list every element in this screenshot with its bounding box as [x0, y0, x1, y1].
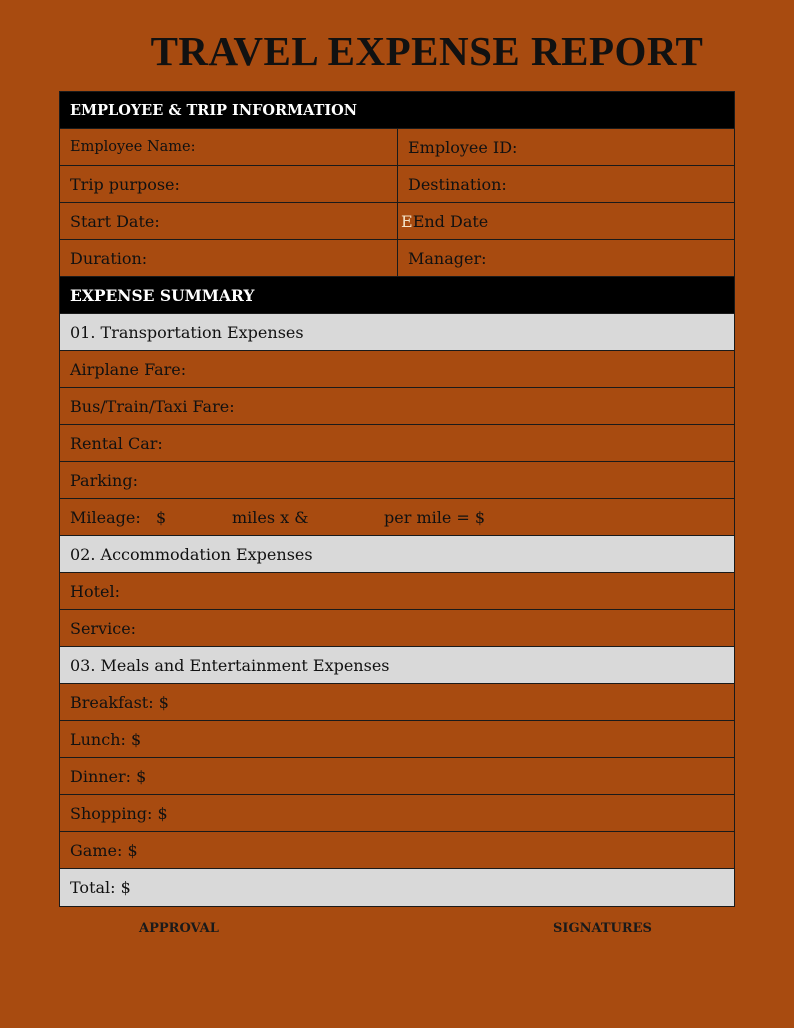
mileage-dollar: $ — [156, 507, 167, 527]
mileage-per-mile: per mile = $ — [384, 507, 486, 527]
end-date-field[interactable] — [398, 203, 734, 239]
breakfast-field[interactable]: Breakfast: $ — [60, 684, 734, 721]
duration-field[interactable]: Duration: — [60, 240, 398, 276]
trip-purpose-field[interactable]: Trip purpose: — [60, 166, 398, 202]
manager-field[interactable]: Manager: — [408, 248, 487, 268]
employee-row — [60, 129, 734, 166]
duration-row — [60, 240, 734, 277]
accommodation-heading: 02. Accommodation Expenses — [60, 536, 734, 573]
bus-train-taxi-fare-field[interactable]: Bus/Train/Taxi Fare: — [60, 388, 734, 425]
trip-row — [60, 166, 734, 203]
dinner-field[interactable]: Dinner: $ — [60, 758, 734, 795]
lunch-field[interactable]: Lunch: $ — [60, 721, 734, 758]
airplane-fare-field[interactable]: Airplane Fare: — [60, 351, 734, 388]
signatures-label: SIGNATURES — [553, 921, 652, 936]
approval-label: APPROVAL — [139, 921, 219, 936]
total-field[interactable]: Total: $ — [60, 869, 734, 906]
game-field[interactable]: Game: $ — [60, 832, 734, 869]
rental-car-field[interactable]: Rental Car: — [60, 425, 734, 462]
expense-summary-header: EXPENSE SUMMARY — [60, 277, 734, 314]
expense-form — [59, 91, 735, 907]
mileage-miles: miles x & — [232, 507, 309, 527]
mileage-field[interactable] — [60, 499, 734, 536]
dates-row — [60, 203, 734, 240]
employee-section-header: EMPLOYEE & TRIP INFORMATION — [60, 92, 734, 129]
meals-heading: 03. Meals and Entertainment Expenses — [60, 647, 734, 684]
hotel-field[interactable]: Hotel: — [60, 573, 734, 610]
mileage-label: Mileage: — [70, 507, 141, 527]
service-field[interactable]: Service: — [60, 610, 734, 647]
start-date-field[interactable]: Start Date: — [60, 203, 398, 239]
employee-name-field[interactable]: Employee Name: — [60, 129, 398, 165]
parking-field[interactable]: Parking: — [60, 462, 734, 499]
end-date-stray-letter: E — [401, 211, 413, 231]
employee-id-field[interactable]: Employee ID: — [408, 137, 518, 157]
page-title: TRAVEL EXPENSE REPORT — [150, 28, 704, 74]
transportation-heading: 01. Transportation Expenses — [60, 314, 734, 351]
end-date-label: End Date — [412, 211, 489, 231]
destination-field[interactable]: Destination: — [408, 174, 507, 194]
shopping-field[interactable]: Shopping: $ — [60, 795, 734, 832]
